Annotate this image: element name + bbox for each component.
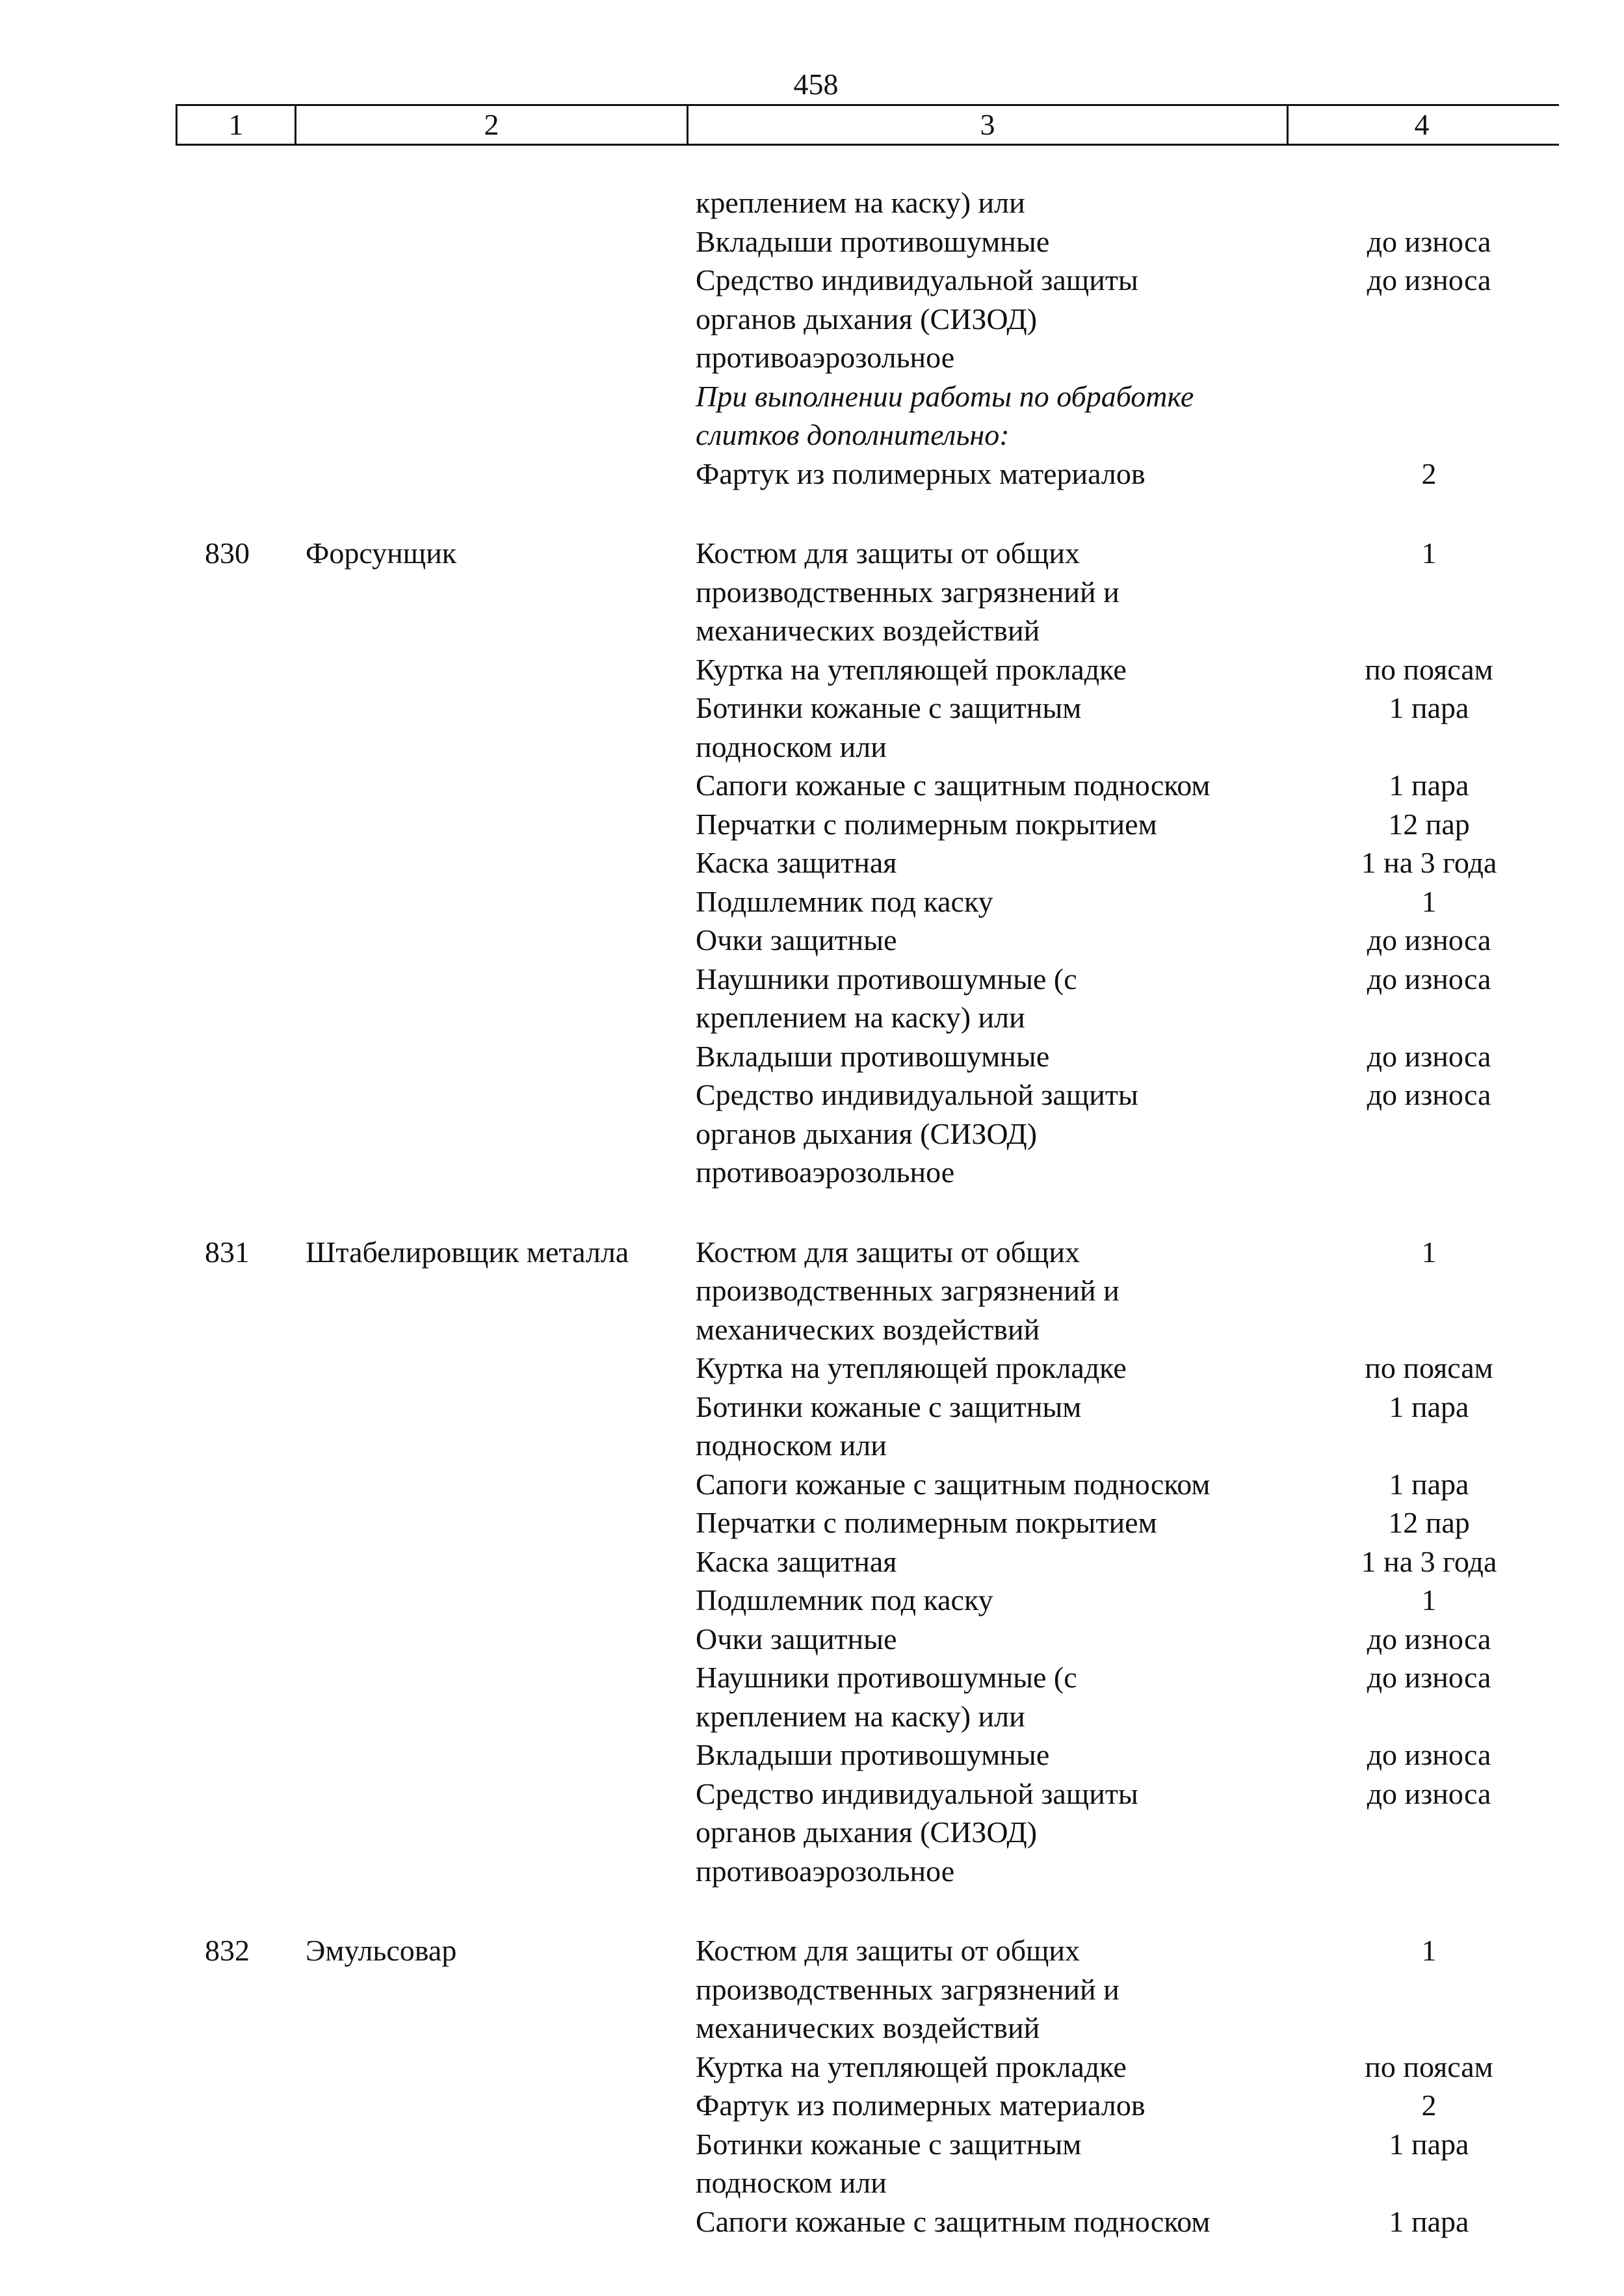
column-header-2: 2 (484, 108, 499, 141)
item-norm: 1 пара (1389, 769, 1469, 802)
item-name-line: Сапоги кожаные с защитным подноском (696, 769, 1211, 802)
item-name-line: Костюм для защиты от общих (696, 1934, 1080, 1967)
item-name-line: Вкладыши противошумные (696, 1039, 1050, 1073)
item-name-line: Средство индивидуальной защиты (696, 1776, 1138, 1810)
item-name-line: механических воздействий (696, 1312, 1040, 1346)
item-name-line: креплением на каску) или (696, 1001, 1025, 1034)
item-name-line: подноском или (696, 1429, 887, 1462)
item-name-line: Ботинки кожаные с защитным (696, 691, 1082, 724)
item-norm: 1 (1421, 884, 1437, 918)
item-name-line: подноском или (696, 730, 887, 763)
item-name-line: Средство индивидуальной защиты (696, 263, 1138, 297)
item-norm: до износа (1367, 1738, 1491, 1771)
item-name-line: Куртка на утепляющей прокладке (696, 1351, 1127, 1384)
column-header-4: 4 (1414, 108, 1430, 141)
item-name-line: противоаэрозольное (696, 1155, 955, 1189)
item-name-line: Перчатки с полимерным покрытием (696, 1506, 1157, 1539)
item-norm: 12 пар (1388, 1506, 1470, 1539)
item-norm: 1 на 3 года (1361, 846, 1497, 879)
note-line: При выполнении работы по обработке (696, 379, 1194, 413)
item-name-line: Вкладыши противошумные (696, 1738, 1050, 1771)
item-name-line: Ботинки кожаные с защитным (696, 1390, 1082, 1423)
item-norm: по поясам (1365, 1351, 1493, 1384)
item-norm: до износа (1367, 1078, 1491, 1111)
item-norm: 1 (1421, 1934, 1437, 1967)
item-name-line: Сапоги кожаные с защитным подноском (696, 2204, 1211, 2238)
column-header-1: 1 (228, 108, 244, 141)
item-norm: 2 (1421, 2089, 1437, 2122)
item-norm: 1 пара (1389, 2127, 1469, 2161)
entry-profession: Эмульсовар (306, 1934, 457, 1967)
item-norm: 1 на 3 года (1361, 1544, 1497, 1578)
item-name-line: Средство индивидуальной защиты (696, 1078, 1138, 1111)
item-name-line: Очки защитные (696, 923, 897, 957)
item-norm: до износа (1367, 1622, 1491, 1656)
item-name-line: Куртка на утепляющей прокладке (696, 2050, 1127, 2083)
item-name-line: механических воздействий (696, 2011, 1040, 2044)
item-norm: 1 (1421, 1235, 1437, 1269)
item-norm: до износа (1367, 263, 1491, 297)
item-norm: по поясам (1365, 652, 1493, 686)
item-norm: 1 пара (1389, 691, 1469, 724)
item-name-line: Наушники противошумные (с (696, 962, 1077, 996)
item-name-line: производственных загрязнений и (696, 1274, 1120, 1307)
item-name-line: Фартук из полимерных материалов (696, 2089, 1146, 2122)
item-name-line: креплением на каску) или (696, 186, 1025, 219)
item-name-line: Очки защитные (696, 1622, 897, 1656)
item-name-line: органов дыхания (СИЗОД) (696, 1116, 1038, 1150)
item-name-line: Подшлемник под каску (696, 1583, 993, 1616)
item-name-line: Подшлемник под каску (696, 884, 993, 918)
item-norm: 1 (1421, 536, 1437, 570)
column-header-3: 3 (980, 108, 995, 141)
entry-number: 830 (205, 536, 250, 570)
item-norm: до износа (1367, 1776, 1491, 1810)
item-name-line: органов дыхания (СИЗОД) (696, 302, 1038, 336)
item-name-line: Костюм для защиты от общих (696, 1235, 1080, 1269)
entry-profession: Штабелировщик металла (306, 1235, 629, 1269)
item-norm: до износа (1367, 1661, 1491, 1694)
item-name-line: Вкладыши противошумные (696, 224, 1050, 258)
note-line: слитков дополнительно: (696, 418, 1010, 451)
entry-number: 832 (205, 1934, 250, 1967)
item-name-line: Перчатки с полимерным покрытием (696, 807, 1157, 841)
item-name-line: противоаэрозольное (696, 1854, 955, 1888)
item-name-line: Сапоги кожаные с защитным подноском (696, 1467, 1211, 1501)
item-norm: до износа (1367, 923, 1491, 957)
item-name-line: Ботинки кожаные с защитным (696, 2127, 1082, 2161)
entry-profession: Форсунщик (306, 536, 457, 570)
item-norm: 2 (1421, 456, 1437, 490)
item-name-line: Куртка на утепляющей прокладке (696, 652, 1127, 686)
item-norm: 1 пара (1389, 1467, 1469, 1501)
item-norm: до износа (1367, 962, 1491, 996)
item-name-line: Костюм для защиты от общих (696, 536, 1080, 570)
item-name-line: Наушники противошумные (с (696, 1661, 1077, 1694)
item-norm: 1 пара (1389, 1390, 1469, 1423)
item-name-line: противоаэрозольное (696, 341, 955, 374)
item-norm: до износа (1367, 224, 1491, 258)
item-name-line: производственных загрязнений и (696, 575, 1120, 609)
item-name-line: подноском или (696, 2166, 887, 2199)
item-norm: по поясам (1365, 2050, 1493, 2083)
item-norm: 12 пар (1388, 807, 1470, 841)
page-number: 458 (793, 68, 839, 101)
item-name-line: креплением на каску) или (696, 1699, 1025, 1733)
item-name-line: Каска защитная (696, 846, 897, 879)
entry-number: 831 (205, 1235, 250, 1269)
item-name-line: производственных загрязнений и (696, 1972, 1120, 2006)
item-norm: до износа (1367, 1039, 1491, 1073)
item-norm: 1 (1421, 1583, 1437, 1616)
item-name-line: механических воздействий (696, 614, 1040, 647)
item-norm: 1 пара (1389, 2204, 1469, 2238)
item-name-line: Фартук из полимерных материалов (696, 456, 1146, 490)
item-name-line: Каска защитная (696, 1544, 897, 1578)
column-header-row (176, 104, 1559, 146)
item-name-line: органов дыхания (СИЗОД) (696, 1815, 1038, 1849)
